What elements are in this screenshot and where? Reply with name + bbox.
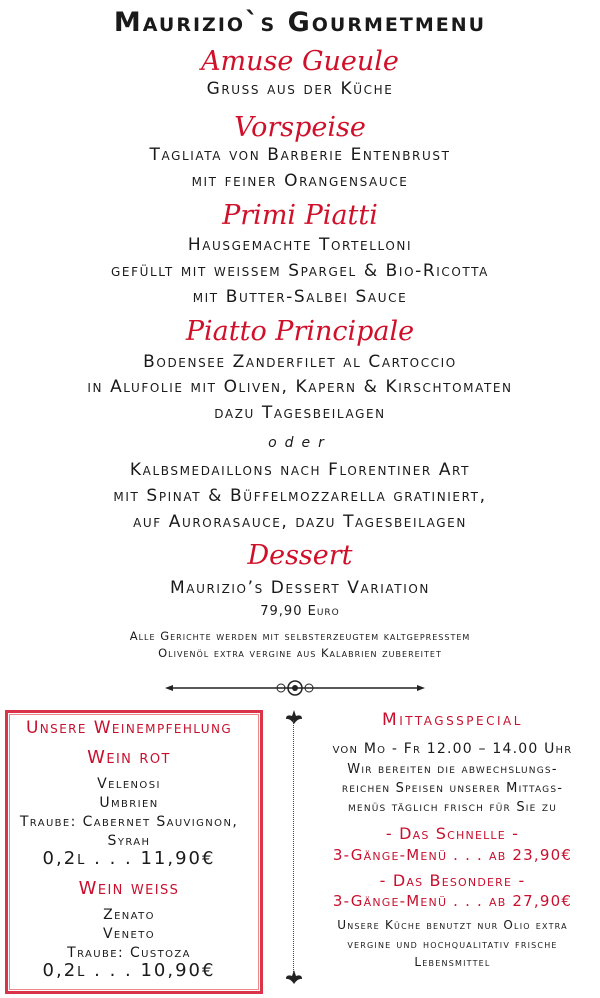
wine-line: Syrah (107, 833, 151, 849)
offer-price: 3-Gänge-Menü . . . ab 27,90€ (332, 892, 573, 910)
lunch-intro: reichen Speisen unserer Mittags- (341, 781, 564, 796)
lunch-hours: von Mo - Fr 12.00 – 14.00 Uhr (332, 741, 573, 757)
course-line: Hausgemachte Tortelloni (187, 235, 413, 255)
vertical-divider (293, 720, 294, 972)
course-line: Tagliata von Barberie Entenbrust (149, 145, 451, 165)
wine-line: Traube: Custoza (67, 945, 191, 961)
lunch-intro: Wir bereiten die abwechslungs- (347, 762, 558, 777)
course-line: gefüllt mit weissem Spargel & Bio-Ricotta (111, 261, 489, 281)
lunch-intro: menüs täglich frisch für Sie zu (347, 800, 558, 815)
course-line: Kalbsmedaillons nach Florentiner Art (129, 460, 471, 480)
menu-price: 79,90 Euro (260, 604, 340, 619)
fleur-ornament-icon (284, 970, 304, 986)
note-line: Alle Gerichte werden mit selbsterzeugtem kaltgepresstem (129, 629, 471, 643)
course-line: auf Aurorasauce, dazu Tagesbeilagen (133, 512, 467, 532)
wine-line: Veneto (102, 926, 156, 942)
wine-red-price: 0,2l . . . 11,90€ (42, 848, 216, 869)
oder-separator: oder (268, 435, 332, 451)
wine-white-heading: Wein weiss (78, 878, 180, 899)
course-heading-dessert: Dessert (247, 540, 353, 571)
course-line: in Alufolie mit Oliven, Kapern & Kirschtomaten (87, 377, 513, 397)
lunch-footer: Lebensmittel (414, 955, 491, 969)
offer-name: - Das Besondere - (379, 871, 526, 890)
course-line: mit Butter-Salbei Sauce (192, 287, 408, 307)
fleur-ornament-icon (284, 710, 304, 726)
offer-name: - Das Schnelle - (385, 824, 520, 843)
course-line: Bodensee Zanderfilet al Cartoccio (143, 352, 457, 372)
lunch-footer: vergine und hochqualitativ frische (347, 937, 558, 951)
course-line: dazu Tagesbeilagen (214, 403, 386, 423)
wine-title: Unsere Weinempfehlung (25, 718, 233, 738)
course-heading-vorspeise: Vorspeise (234, 112, 366, 143)
lunch-title: Mittagsspecial (382, 710, 523, 730)
wine-red-heading: Wein rot (87, 747, 171, 768)
course-heading-amuse: Amuse Gueule (201, 46, 399, 77)
wine-line: Traube: Cabernet Sauvignon, (19, 814, 239, 830)
page-title: Maurizio`s Gourmetmenu (113, 7, 487, 38)
course-heading-primi: Primi Piatti (222, 200, 378, 231)
course-line: Maurizio’s Dessert Variation (170, 578, 430, 598)
course-line: mit Spinat & Büffelmozzarella gratiniert, (113, 486, 487, 506)
course-heading-principale: Piatto Principale (185, 316, 415, 347)
note-line: Olivenöl extra vergine aus Kalabrien zubereitet (158, 646, 442, 660)
ornament-divider-icon (165, 680, 425, 696)
wine-line: Velenosi (97, 776, 161, 792)
wine-white-price: 0,2l . . . 10,90€ (42, 960, 216, 981)
offer-price: 3-Gänge-Menü . . . ab 23,90€ (332, 846, 573, 864)
wine-line: Zenato (103, 907, 155, 923)
wine-line: Umbrien (99, 795, 159, 811)
course-line: mit feiner Orangensauce (191, 171, 409, 191)
lunch-footer: Unsere Küche benutzt nur Olio extra (337, 918, 568, 932)
course-line: Gruss aus der Küche (206, 79, 394, 99)
